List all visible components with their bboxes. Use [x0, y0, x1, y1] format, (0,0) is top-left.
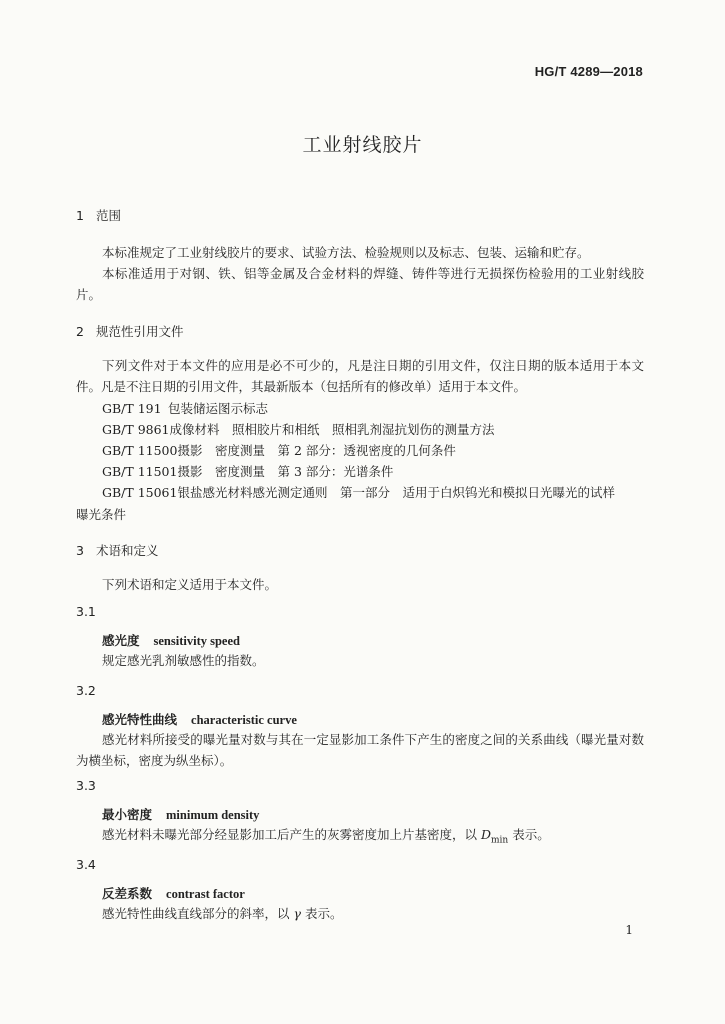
reference-code: GB/T 9861: [102, 422, 170, 437]
term-chinese: 感光度: [102, 633, 140, 648]
reference-item: [102, 462, 393, 480]
term-number: 3.3: [76, 778, 96, 793]
term-chinese: 感光特性曲线: [102, 712, 178, 727]
section-title: 规范性引用文件: [96, 324, 184, 339]
document-title: 工业射线胶片: [302, 134, 423, 156]
term-definition: [76, 903, 644, 924]
reference-title: 摄影 密度测量 第 3 部分：光谱条件: [177, 464, 394, 479]
section-3-heading: [76, 541, 159, 559]
term-chinese: 反差系数: [102, 886, 153, 901]
term-english: characteristic curve: [191, 713, 297, 727]
definition-text: 表示。: [300, 906, 343, 921]
reference-item: [102, 399, 268, 417]
section-title: 范围: [96, 208, 122, 223]
term-english: sensitivity speed: [153, 634, 240, 648]
term-heading: [102, 884, 245, 902]
definition-text: 感光特性曲线直线部分的斜率，以: [102, 906, 294, 921]
section-1-heading: [76, 206, 121, 224]
reference-item: [102, 483, 615, 501]
term-heading: [102, 805, 259, 823]
reference-code: GB/T 11501: [102, 464, 178, 479]
standard-code: HG/T 4289—2018: [534, 64, 643, 79]
section-number: 1: [76, 208, 84, 223]
definition-text: 表示。: [508, 827, 550, 842]
reference-code: GB/T 191: [102, 401, 162, 416]
term-chinese: 最小密度: [102, 807, 153, 822]
section-2-intro: 下列文件对于本文件的应用是必不可少的，凡是注日期的引用文件，仅注日期的版本适用于本文件。凡是不注日期的引用文件，其最新版本（包括所有的修改单）适用于本文件。: [76, 358, 644, 394]
reference-code: GB/T 15061: [102, 485, 178, 500]
section-1-paragraph-2: 本标准适用于对钢、铁、铝等金属及合金材料的焊缝、铸件等进行无损探伤检验用的工业射线胶片。: [76, 266, 644, 302]
reference-title: 银盐感光材料感光测定通则 第一部分 适用于白炽钨光和模拟日光曝光的试样: [177, 485, 615, 500]
reference-title: 包装储运图示标志: [168, 401, 269, 416]
density-subscript: min: [491, 835, 509, 846]
term-definition: 感光材料所接受的曝光量对数与其在一定显影加工条件下产生的密度之间的关系曲线（曝光量对数为横坐标，密度为纵坐标）。: [76, 732, 644, 768]
section-2-heading: [76, 322, 184, 340]
reference-title: 成像材料 照相胶片和相纸 照相乳剂湿抗划伤的测量方法: [169, 422, 495, 437]
page-number: 1: [625, 923, 633, 937]
section-number: 2: [76, 324, 84, 339]
term-heading: [102, 631, 240, 649]
density-symbol: D: [480, 827, 492, 842]
section-number: 3: [76, 543, 84, 558]
reference-title: 摄影 密度测量 第 2 部分：透视密度的几何条件: [177, 443, 456, 458]
term-number: 3.4: [76, 857, 96, 872]
term-number: 3.1: [76, 604, 96, 619]
term-heading: [102, 710, 297, 728]
section-title: 术语和定义: [96, 543, 159, 558]
gamma-symbol: γ: [293, 906, 301, 921]
term-english: contrast factor: [166, 887, 245, 901]
reference-item-continuation: 曝光条件: [76, 507, 127, 522]
section-1-paragraph-1: 本标准规定了工业射线胶片的要求、试验方法、检验规则以及标志、包装、运输和贮存。: [102, 245, 590, 260]
term-definition: [76, 824, 644, 852]
term-english: minimum density: [166, 808, 260, 822]
definition-text: 感光材料未曝光部分经显影加工后产生的灰雾密度加上片基密度，以: [102, 827, 481, 842]
term-number: 3.2: [76, 683, 96, 698]
reference-item: [102, 420, 495, 438]
reference-code: GB/T 11500: [102, 443, 178, 458]
section-3-intro: 下列术语和定义适用于本文件。: [102, 577, 278, 592]
reference-item: [102, 441, 456, 459]
term-definition: 规定感光乳剂敏感性的指数。: [102, 653, 265, 668]
